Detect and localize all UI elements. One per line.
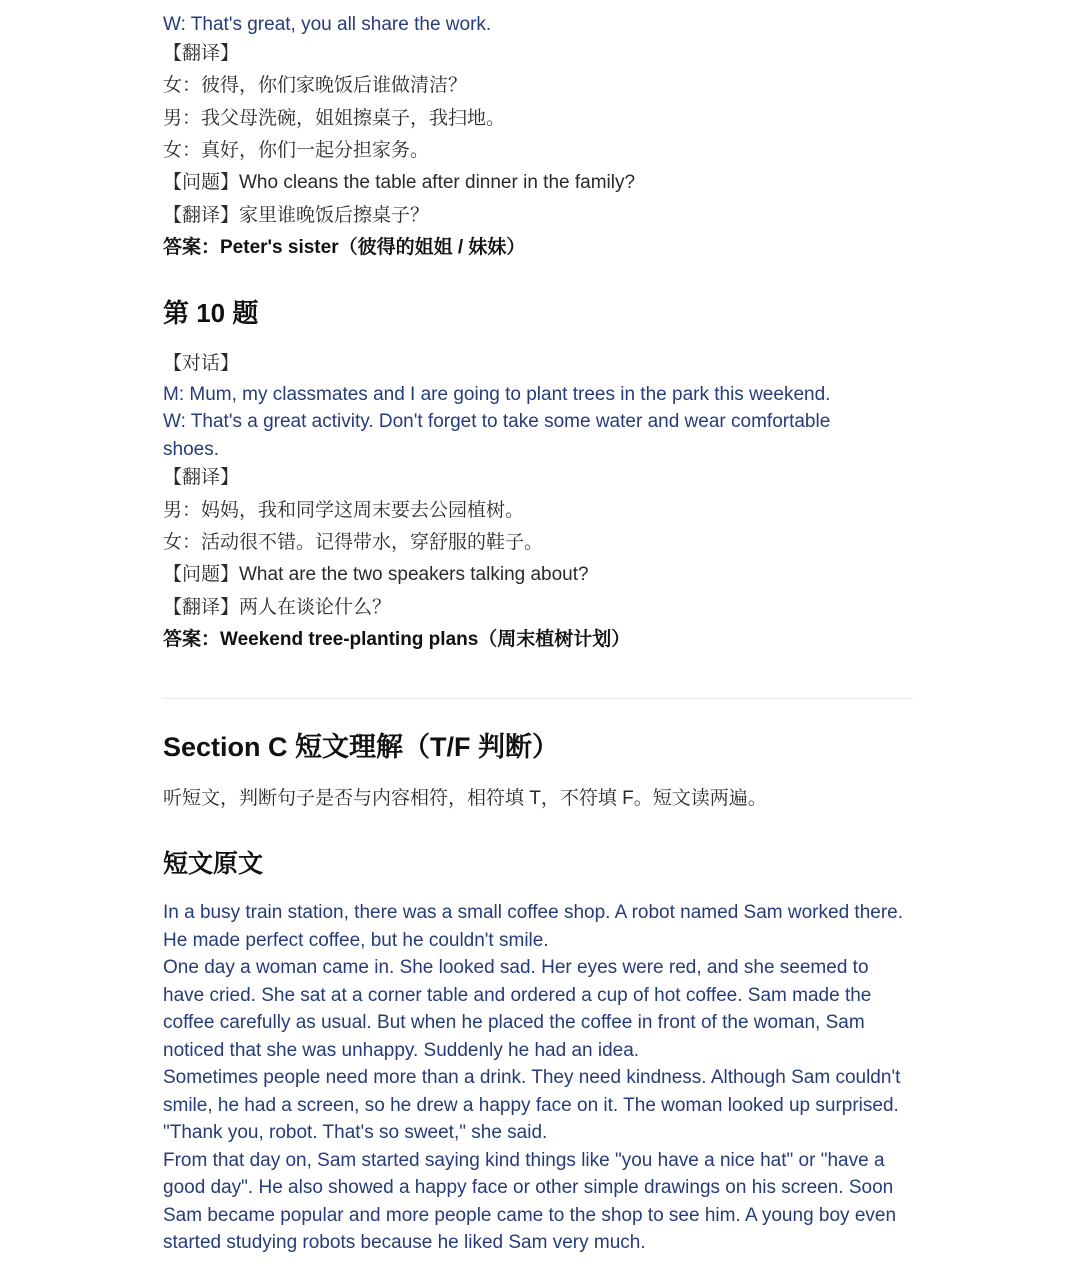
section-title: Section C 短文理解（T/F 判断） [163, 732, 560, 762]
passage-paragraph: Sometimes people need more than a drink. They need kindness. Although Sam couldn't smile, he had a screen, so he drew a happy face on it. The woman looked up surprised. "Thank you, robot. That's so sweet," she said. [163, 1067, 901, 1143]
question-translation: 【翻译】两人在谈论什么？ [163, 597, 392, 618]
dialogue-line: W: That's great, you all share the work. [163, 14, 492, 35]
section-divider [163, 698, 913, 699]
answer-line: 答案：Peter's sister（彼得的姐姐 / 妹妹） [163, 237, 526, 258]
translation-label: 【翻译】 [163, 43, 240, 64]
answer-line: 答案：Weekend tree-planting plans（周末植树计划） [163, 629, 631, 650]
question-translation: 【翻译】家里谁晚饭后擦桌子？ [163, 205, 430, 226]
passage-subtitle: 短文原文 [163, 850, 264, 878]
dialogue-label: 【对话】 [163, 353, 240, 374]
dialogue-line: W: That's a great activity. Don't forget to take some water and wear comfortable shoes. [163, 411, 831, 460]
question-title: 第 10 题 [163, 298, 259, 328]
translation-line: 男：我父母洗碗，姐姐擦桌子，我扫地。 [163, 108, 506, 129]
translation-line: 女：活动很不错。记得带水，穿舒服的鞋子。 [163, 532, 544, 553]
dialogue-line: M: Mum, my classmates and I are going to plant trees in the park this weekend. [163, 384, 831, 405]
translation-line: 男：妈妈，我和同学这周末要去公园植树。 [163, 500, 525, 521]
question-line: 【问题】What are the two speakers talking about? [163, 564, 589, 585]
passage-paragraph: One day a woman came in. She looked sad. Her eyes were red, and she seemed to have cried. She sat at a corner table and ordered a cup of hot coffee. Sam made the coffee carefully as usual. But when he placed the coffee in front of the woman, Sam noticed that she was unhappy. Suddenly he had an idea. [163, 957, 872, 1061]
passage-text [163, 899, 911, 1257]
question-line: 【问题】Who cleans the table after dinner in the family? [163, 172, 636, 193]
passage-paragraph: From that day on, Sam started saying kind things like "you have a nice hat" or "have a good day". He also showed a happy face or other simple drawings on his screen. Soon Sam became popular and more people came to the shop to see him. A young boy even started studying robots because he liked Sam very much. [163, 1149, 897, 1253]
passage-paragraph: In a busy train station, there was a small coffee shop. A robot named Sam worked there. He made perfect coffee, but he couldn't smile. [163, 902, 903, 951]
section-instruction: 听短文，判断句子是否与内容相符，相符填 T，不符填 F。短文读两遍。 [163, 788, 767, 809]
translation-line: 女：真好，你们一起分担家务。 [163, 140, 430, 161]
translation-line: 女：彼得，你们家晚饭后谁做清洁？ [163, 75, 468, 96]
translation-label: 【翻译】 [163, 467, 240, 488]
